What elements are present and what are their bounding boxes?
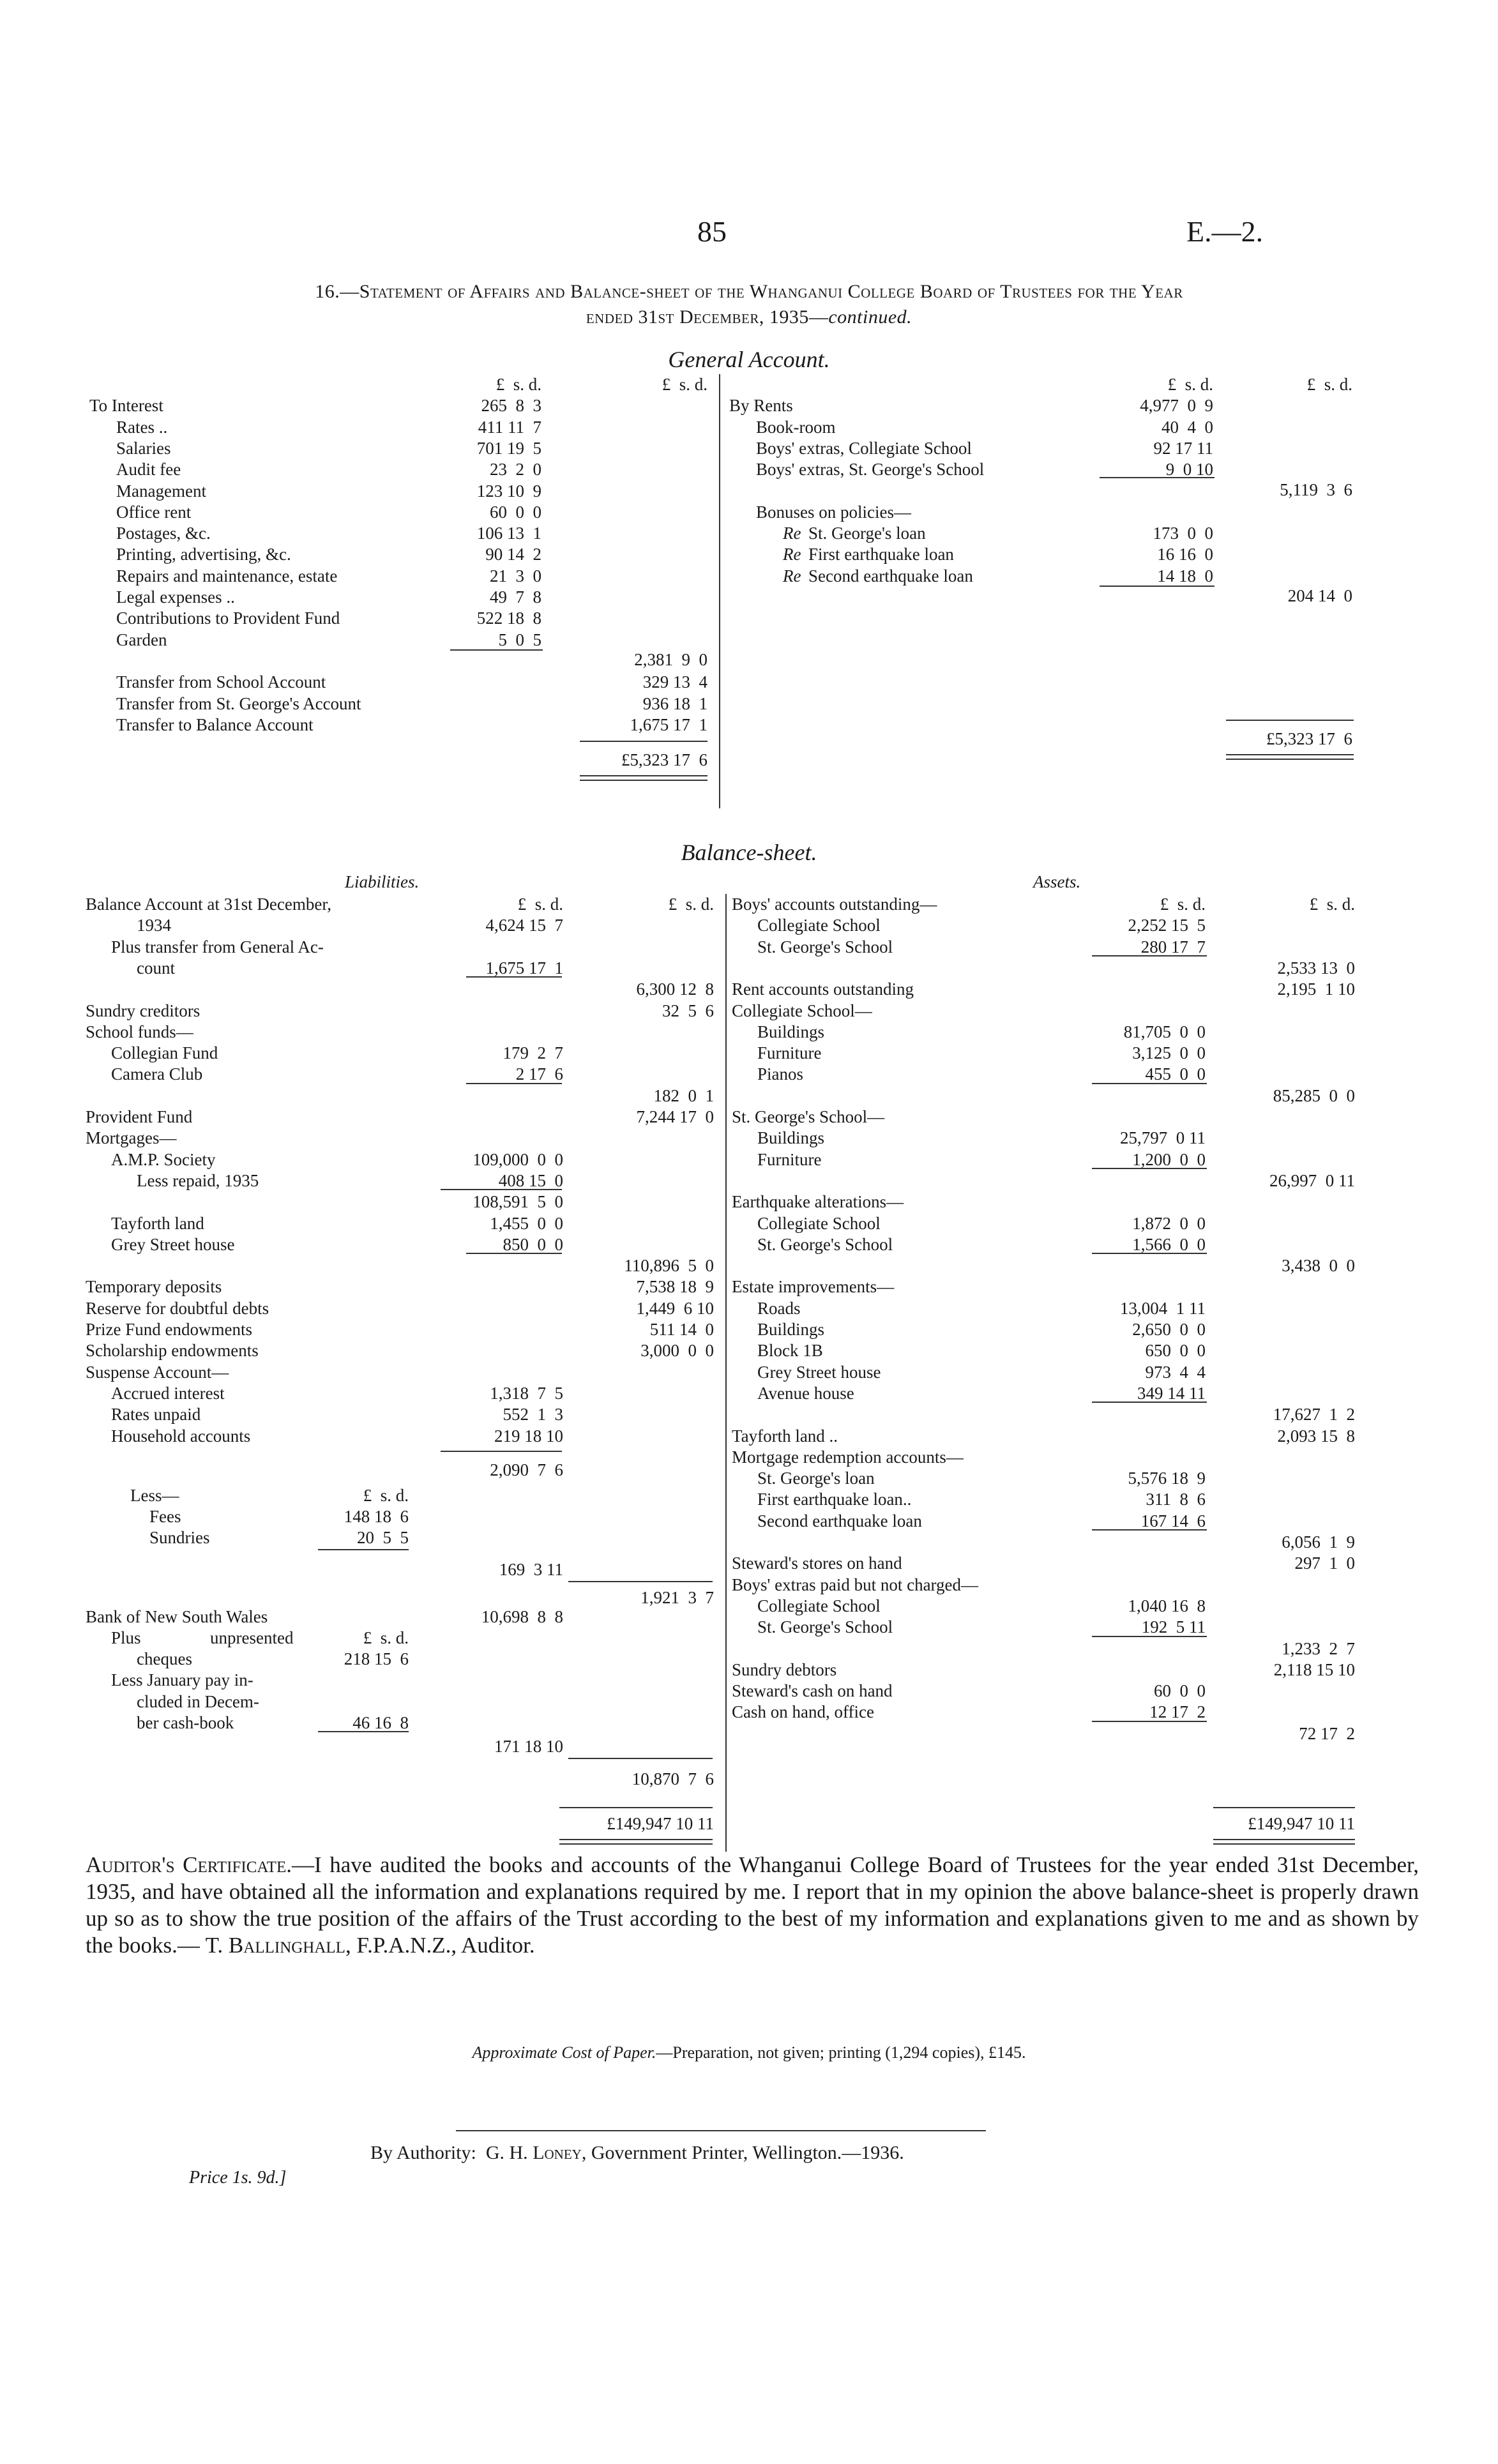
general-left-rule	[450, 649, 543, 651]
asset-rule	[1092, 1168, 1207, 1169]
asset-label: First earthquake loan..	[757, 1490, 912, 1509]
cost-note	[0, 2043, 1498, 2062]
asset-label: Buildings	[757, 1022, 825, 1041]
asset-rule	[1092, 1529, 1207, 1531]
asset-label: Boys' extras paid but not charged—	[732, 1575, 979, 1594]
asset-amount: 25,797 0 11	[1120, 1128, 1206, 1148]
asset-label: Estate improvements—	[732, 1277, 895, 1297]
liability-amount: 2 17 6	[515, 1064, 563, 1084]
liability-total: 6,300 12 8	[636, 979, 714, 999]
report-code: E.—2.	[1186, 215, 1264, 248]
asset-total: 297 1 0	[1294, 1553, 1355, 1573]
asset-amount: 2,252 15 5	[1128, 916, 1206, 935]
asset-amount: 1,566 0 0	[1132, 1234, 1206, 1254]
liability-label: Reserve for doubtful debts	[86, 1298, 269, 1318]
unpresented-label: unpresented	[210, 1628, 294, 1647]
general-income-label: Boys' extras, Collegiate School	[756, 438, 972, 458]
asset-rule	[1092, 1253, 1207, 1254]
asset-amount: 167 14 6	[1140, 1511, 1206, 1531]
asset-label: Collegiate School	[757, 1596, 881, 1615]
price-note: Price 1s. 9d.]	[189, 2168, 287, 2188]
liability-label: Rates unpaid	[111, 1405, 201, 1425]
general-expense-amount: 265 8 3	[481, 396, 541, 416]
general-right-total: £5,323 17 6	[1266, 729, 1352, 748]
liability-amount: 1,675 17 1	[485, 958, 563, 978]
general-expense-label: Audit fee	[116, 460, 181, 480]
general-expense-label: Contributions to Provident Fund	[116, 608, 340, 628]
suspense-rule	[441, 1451, 562, 1452]
liability-label: School funds—	[86, 1022, 193, 1041]
general-transfer-label: Transfer from School Account	[116, 672, 326, 692]
asset-amount: 192 5 11	[1141, 1617, 1206, 1637]
general-account-heading: General Account.	[668, 347, 830, 372]
general-transfer-amount: 936 18 1	[642, 693, 707, 713]
bonuses-label: Bonuses on policies—	[756, 502, 911, 522]
asset-total: 26,997 0 11	[1269, 1170, 1355, 1190]
general-expense-amount: 60 0 0	[490, 502, 541, 522]
asset-label: Collegiate School—	[732, 1001, 872, 1020]
liability-label: Mortgages—	[86, 1128, 177, 1148]
less-january-line: ber cash-book	[137, 1713, 234, 1733]
liability-label: Tayforth land	[111, 1213, 204, 1233]
liabilities-total-rule	[559, 1807, 713, 1808]
statement-subtitle	[0, 306, 1498, 328]
less-item-label: Fees	[149, 1507, 181, 1527]
general-right-sub1: 5,119 3 6	[1280, 480, 1352, 499]
liability-total: 182 0 1	[653, 1085, 714, 1105]
liability-rule	[466, 1083, 562, 1084]
plus-label: Plus	[111, 1628, 141, 1647]
less-item-amount: 20 5 5	[357, 1528, 409, 1548]
asset-total: 85,285 0 0	[1273, 1085, 1355, 1105]
asset-label: Sundry debtors	[732, 1659, 837, 1679]
general-expense-label: Salaries	[116, 438, 171, 458]
bank-adjustment: 171 18 10	[494, 1737, 563, 1757]
authority-suffix: , Government Printer, Wellington.—1936.	[581, 2142, 904, 2163]
authority-line	[370, 2142, 904, 2164]
asset-label: Tayforth land ..	[732, 1426, 838, 1446]
liability-label: Balance Account at 31st December,	[86, 895, 332, 914]
general-expense-label: To Interest	[89, 396, 163, 416]
asset-label: Second earthquake loan	[757, 1511, 922, 1531]
general-expense-amount: 5 0 5	[498, 630, 541, 649]
liabilities-heading: Liabilities.	[345, 872, 420, 891]
general-right-sub2: 204 14 0	[1287, 586, 1352, 605]
balance-sheet-heading: Balance-sheet.	[681, 840, 817, 865]
asset-label: Grey Street house	[757, 1362, 881, 1382]
general-transfer-label: Transfer to Balance Account	[116, 714, 314, 734]
liability-total: 32 5 6	[662, 1001, 714, 1020]
auditor-name: T. Ballinghall	[205, 1933, 345, 1958]
liability-rule	[466, 1253, 562, 1254]
general-expense-amount: 21 3 0	[490, 566, 541, 586]
asset-total: 72 17 2	[1299, 1723, 1355, 1743]
liability-label: Temporary deposits	[86, 1277, 222, 1297]
bonus-re: Re	[783, 545, 801, 564]
liability-total: 1,449 6 10	[636, 1298, 714, 1318]
liability-amount: 108,591 5 0	[473, 1192, 563, 1212]
asset-label: St. George's School	[757, 1617, 893, 1637]
asset-label: Roads	[757, 1298, 801, 1318]
liability-label: Accrued interest	[111, 1383, 225, 1403]
auditor-certificate	[86, 1852, 1419, 1959]
assets-total: £149,947 10 11	[1248, 1814, 1355, 1833]
suspense-net: 1,921 3 7	[640, 1587, 714, 1607]
asset-total: 6,056 1 9	[1282, 1532, 1355, 1552]
bonus-re: Re	[783, 566, 801, 586]
liability-amount: 552 1 3	[503, 1405, 563, 1425]
less-january-line: cluded in Decem-	[137, 1691, 259, 1711]
asset-amount: 1,200 0 0	[1132, 1149, 1206, 1169]
authority-name: Loney	[533, 2142, 582, 2163]
asset-rule	[1092, 955, 1207, 956]
asset-label: Furniture	[757, 1149, 822, 1169]
assets-heading: Assets.	[1033, 872, 1081, 891]
subtitle-prefix: ended 31st December, 1935—	[586, 306, 829, 328]
general-expense-label: Rates ..	[116, 417, 168, 437]
liability-label: Prize Fund endowments	[86, 1320, 252, 1339]
bonus-label: First earthquake loan	[808, 545, 954, 564]
general-right-header-b: £ s. d.	[1306, 375, 1352, 394]
bank-amount: 10,698 8 8	[481, 1606, 563, 1626]
less-label: Less—	[130, 1485, 179, 1505]
liability-total: 511 14 0	[649, 1320, 714, 1339]
less-item-amount: 148 18 6	[344, 1507, 409, 1527]
asset-label: St. George's loan	[757, 1469, 875, 1488]
assets-total-rule	[1213, 1807, 1355, 1808]
auditor-certificate-text: —I have audited the books and accounts of the Whanganui College Board of Trustees for the year ended 31st December, 1935, and have obtained all the information and explanations required by me. I report that in my opinion the above balance-sheet is properly drawn up so as to show the true position of the affairs of the Trust according to the best of my information and explanations given to me and as shown by the books.—	[86, 1852, 1419, 1958]
general-expense-label: Management	[116, 481, 206, 501]
less-rule	[318, 1549, 409, 1550]
general-transfer-amount: 1,675 17 1	[630, 714, 707, 734]
general-left-subtotal: 2,381 9 0	[634, 649, 707, 669]
asset-amount: 280 17 7	[1140, 937, 1206, 956]
general-right-rule	[1100, 477, 1214, 478]
general-right-header-a: £ s. d.	[1167, 375, 1213, 394]
general-income-amount: 4,977 0 9	[1140, 396, 1213, 416]
general-divider	[719, 374, 720, 808]
general-expense-amount: 106 13 1	[476, 524, 541, 543]
general-income-label: By Rents	[729, 396, 793, 416]
liability-label: Scholarship endowments	[86, 1341, 259, 1361]
asset-amount: 973 4 4	[1145, 1362, 1206, 1382]
liability-label: Sundry creditors	[86, 1001, 200, 1020]
asset-total: 2,533 13 0	[1277, 958, 1355, 978]
asset-label: Steward's stores on hand	[732, 1553, 902, 1573]
asset-total: 2,093 15 8	[1277, 1426, 1355, 1446]
asset-label: St. George's School	[757, 937, 893, 956]
general-expense-amount: 23 2 0	[490, 460, 541, 480]
bank-net: 10,870 7 6	[632, 1769, 714, 1788]
authority-prefix: By Authority: G. H.	[370, 2142, 533, 2163]
general-expense-amount: 701 19 5	[476, 438, 541, 458]
asset-rule	[1092, 1721, 1207, 1722]
less-item-label: Sundries	[149, 1528, 210, 1548]
liability-label: Household accounts	[111, 1426, 251, 1446]
asset-label: Mortgage redemption accounts—	[732, 1447, 964, 1467]
liability-total: 7,244 17 0	[636, 1107, 714, 1126]
liability-amount: 1,455 0 0	[490, 1213, 563, 1233]
asset-label: Buildings	[757, 1320, 825, 1339]
general-expense-amount: 522 18 8	[476, 608, 541, 628]
asset-label: Block 1B	[757, 1341, 823, 1361]
liability-label: A.M.P. Society	[111, 1149, 216, 1169]
cost-note-text: —Preparation, not given; printing (1,294 copies), £145.	[656, 2043, 1026, 2062]
asset-label: Pianos	[757, 1064, 804, 1084]
general-expense-amount: 90 14 2	[485, 545, 541, 564]
suspense-net-rule	[568, 1581, 713, 1582]
asset-amount: 60 0 0	[1154, 1681, 1206, 1701]
liability-amount: 4,624 15 7	[485, 916, 563, 935]
asset-label: Collegiate School	[757, 916, 881, 935]
asset-amount: 3,125 0 0	[1132, 1043, 1206, 1063]
asset-amount: 1,040 16 8	[1128, 1596, 1206, 1615]
liability-label: 1934	[137, 916, 171, 935]
asset-total: 2,118 15 10	[1273, 1659, 1355, 1679]
liability-total: 110,896 5 0	[624, 1256, 714, 1276]
general-income-label: Boys' extras, St. George's School	[756, 460, 985, 480]
general-right-total-rule	[1226, 720, 1354, 721]
general-expense-amount: 411 11 7	[478, 417, 541, 437]
general-income-amount: 9 0 10	[1165, 460, 1213, 480]
footer-rule	[456, 2130, 986, 2131]
liability-label: Collegian Fund	[111, 1043, 218, 1063]
asset-label: Steward's cash on hand	[732, 1681, 893, 1701]
plus-header: £ s. d.	[363, 1628, 409, 1647]
auditor-certificate-title: Auditor's Certificate.	[86, 1852, 292, 1877]
general-right-total-underline	[1226, 754, 1354, 760]
liability-total: 3,000 0 0	[640, 1341, 714, 1361]
general-left-header-a: £ s. d.	[496, 375, 541, 394]
liability-total: £ s. d.	[668, 895, 714, 914]
asset-amount: 13,004 1 11	[1120, 1298, 1206, 1318]
general-expense-amount: 123 10 9	[476, 481, 541, 501]
asset-amount: 2,650 0 0	[1132, 1320, 1206, 1339]
liability-label: Plus transfer from General Ac-	[111, 937, 324, 956]
asset-rule	[1092, 1636, 1207, 1637]
general-expense-label: Garden	[116, 630, 167, 649]
general-expense-label: Office rent	[116, 502, 192, 522]
bonus-label: Second earthquake loan	[808, 566, 973, 586]
asset-total: 17,627 1 2	[1273, 1405, 1355, 1425]
asset-label: Rent accounts outstanding	[732, 979, 914, 999]
liability-rule	[441, 1189, 562, 1190]
asset-total: 2,195 1 10	[1277, 979, 1355, 999]
general-expense-amount: 49 7 8	[490, 587, 541, 607]
asset-amount: 5,576 18 9	[1128, 1469, 1206, 1488]
general-expense-label: Repairs and maintenance, estate	[116, 566, 338, 586]
liability-label: Grey Street house	[111, 1234, 235, 1254]
general-income-amount: 40 4 0	[1161, 417, 1213, 437]
liability-rule	[466, 976, 562, 978]
asset-amount: 81,705 0 0	[1123, 1022, 1206, 1041]
liabilities-total: £149,947 10 11	[607, 1814, 714, 1833]
general-income-label: Book-room	[756, 417, 836, 437]
asset-rule	[1092, 1402, 1207, 1403]
asset-label: St. George's School—	[732, 1107, 885, 1126]
general-expense-label: Printing, advertising, &c.	[116, 545, 291, 564]
cheques-amount: 218 15 6	[344, 1649, 409, 1669]
bank-label: Bank of New South Wales	[86, 1606, 268, 1626]
bonus-amount: 14 18 0	[1157, 566, 1213, 586]
liability-amount: £ s. d.	[517, 895, 563, 914]
asset-amount: 1,872 0 0	[1132, 1213, 1206, 1233]
general-left-total-underline	[580, 775, 707, 781]
liability-label: Camera Club	[111, 1064, 203, 1084]
liabilities-total-underline	[559, 1839, 713, 1845]
auditor-suffix: , F.P.A.N.Z., Auditor.	[345, 1933, 535, 1958]
less-january-line: Less January pay in-	[111, 1670, 253, 1690]
page-number: 85	[697, 215, 727, 248]
asset-amount: 349 14 11	[1137, 1383, 1206, 1403]
statement-title: 16.—Statement of Affairs and Balance-sheet of the Whanganui College Board of Trustees for the Year	[315, 281, 1183, 302]
cost-note-label: Approximate Cost of Paper.	[472, 2043, 656, 2062]
general-left-total: £5,323 17 6	[621, 750, 707, 770]
asset-label: Cash on hand, office	[732, 1702, 874, 1722]
liability-amount: 219 18 10	[494, 1426, 563, 1446]
general-income-amount: 92 17 11	[1153, 438, 1213, 458]
asset-label: Furniture	[757, 1043, 822, 1063]
liability-amount: 179 2 7	[503, 1043, 563, 1063]
asset-amount: £ s. d.	[1160, 895, 1206, 914]
liability-label: Suspense Account—	[86, 1362, 229, 1382]
asset-amount: 311 8 6	[1146, 1490, 1206, 1509]
asset-label: Avenue house	[757, 1383, 854, 1403]
bonus-label: St. George's loan	[808, 524, 926, 543]
liability-label: Provident Fund	[86, 1107, 193, 1126]
general-transfer-amount: 329 13 4	[642, 672, 707, 692]
general-right-rule-2	[1100, 586, 1214, 587]
liability-label: count	[137, 958, 175, 978]
asset-total: £ s. d.	[1309, 895, 1355, 914]
general-left-total-rule	[580, 741, 707, 742]
less-january-amount: 46 16 8	[352, 1713, 409, 1733]
asset-amount: 12 17 2	[1149, 1702, 1206, 1722]
liability-amount: 408 15 0	[498, 1170, 563, 1190]
asset-total: 3,438 0 0	[1282, 1256, 1355, 1276]
asset-label: Buildings	[757, 1128, 825, 1148]
assets-total-underline	[1213, 1839, 1355, 1845]
bonus-amount: 173 0 0	[1153, 524, 1213, 543]
subtitle-suffix: continued.	[828, 306, 912, 328]
less-header: £ s. d.	[363, 1485, 409, 1505]
bonus-re: Re	[783, 524, 801, 543]
general-left-header-b: £ s. d.	[662, 375, 707, 394]
general-expense-label: Legal expenses ..	[116, 587, 235, 607]
asset-label: St. George's School	[757, 1234, 893, 1254]
bank-adj-rule	[318, 1731, 409, 1732]
cheques-label: cheques	[137, 1649, 192, 1669]
asset-label: Collegiate School	[757, 1213, 881, 1233]
liability-total: 7,538 18 9	[636, 1277, 714, 1297]
asset-label: Boys' accounts outstanding—	[732, 895, 937, 914]
asset-amount: 650 0 0	[1145, 1341, 1206, 1361]
suspense-subtotal: 2,090 7 6	[490, 1460, 563, 1479]
general-expense-label: Postages, &c.	[116, 524, 211, 543]
liability-amount: 850 0 0	[503, 1234, 563, 1254]
bank-net-rule	[568, 1758, 713, 1759]
asset-label: Earthquake alterations—	[732, 1192, 904, 1212]
balance-divider	[725, 894, 727, 1852]
bonus-amount: 16 16 0	[1157, 545, 1213, 564]
liability-amount: 109,000 0 0	[473, 1149, 563, 1169]
asset-total: 1,233 2 7	[1282, 1638, 1355, 1658]
general-transfer-label: Transfer from St. George's Account	[116, 693, 361, 713]
liability-label: Less repaid, 1935	[137, 1170, 259, 1190]
liability-amount: 1,318 7 5	[490, 1383, 563, 1403]
asset-rule	[1092, 1083, 1207, 1084]
less-total: 169 3 11	[499, 1560, 563, 1580]
asset-amount: 455 0 0	[1145, 1064, 1206, 1084]
